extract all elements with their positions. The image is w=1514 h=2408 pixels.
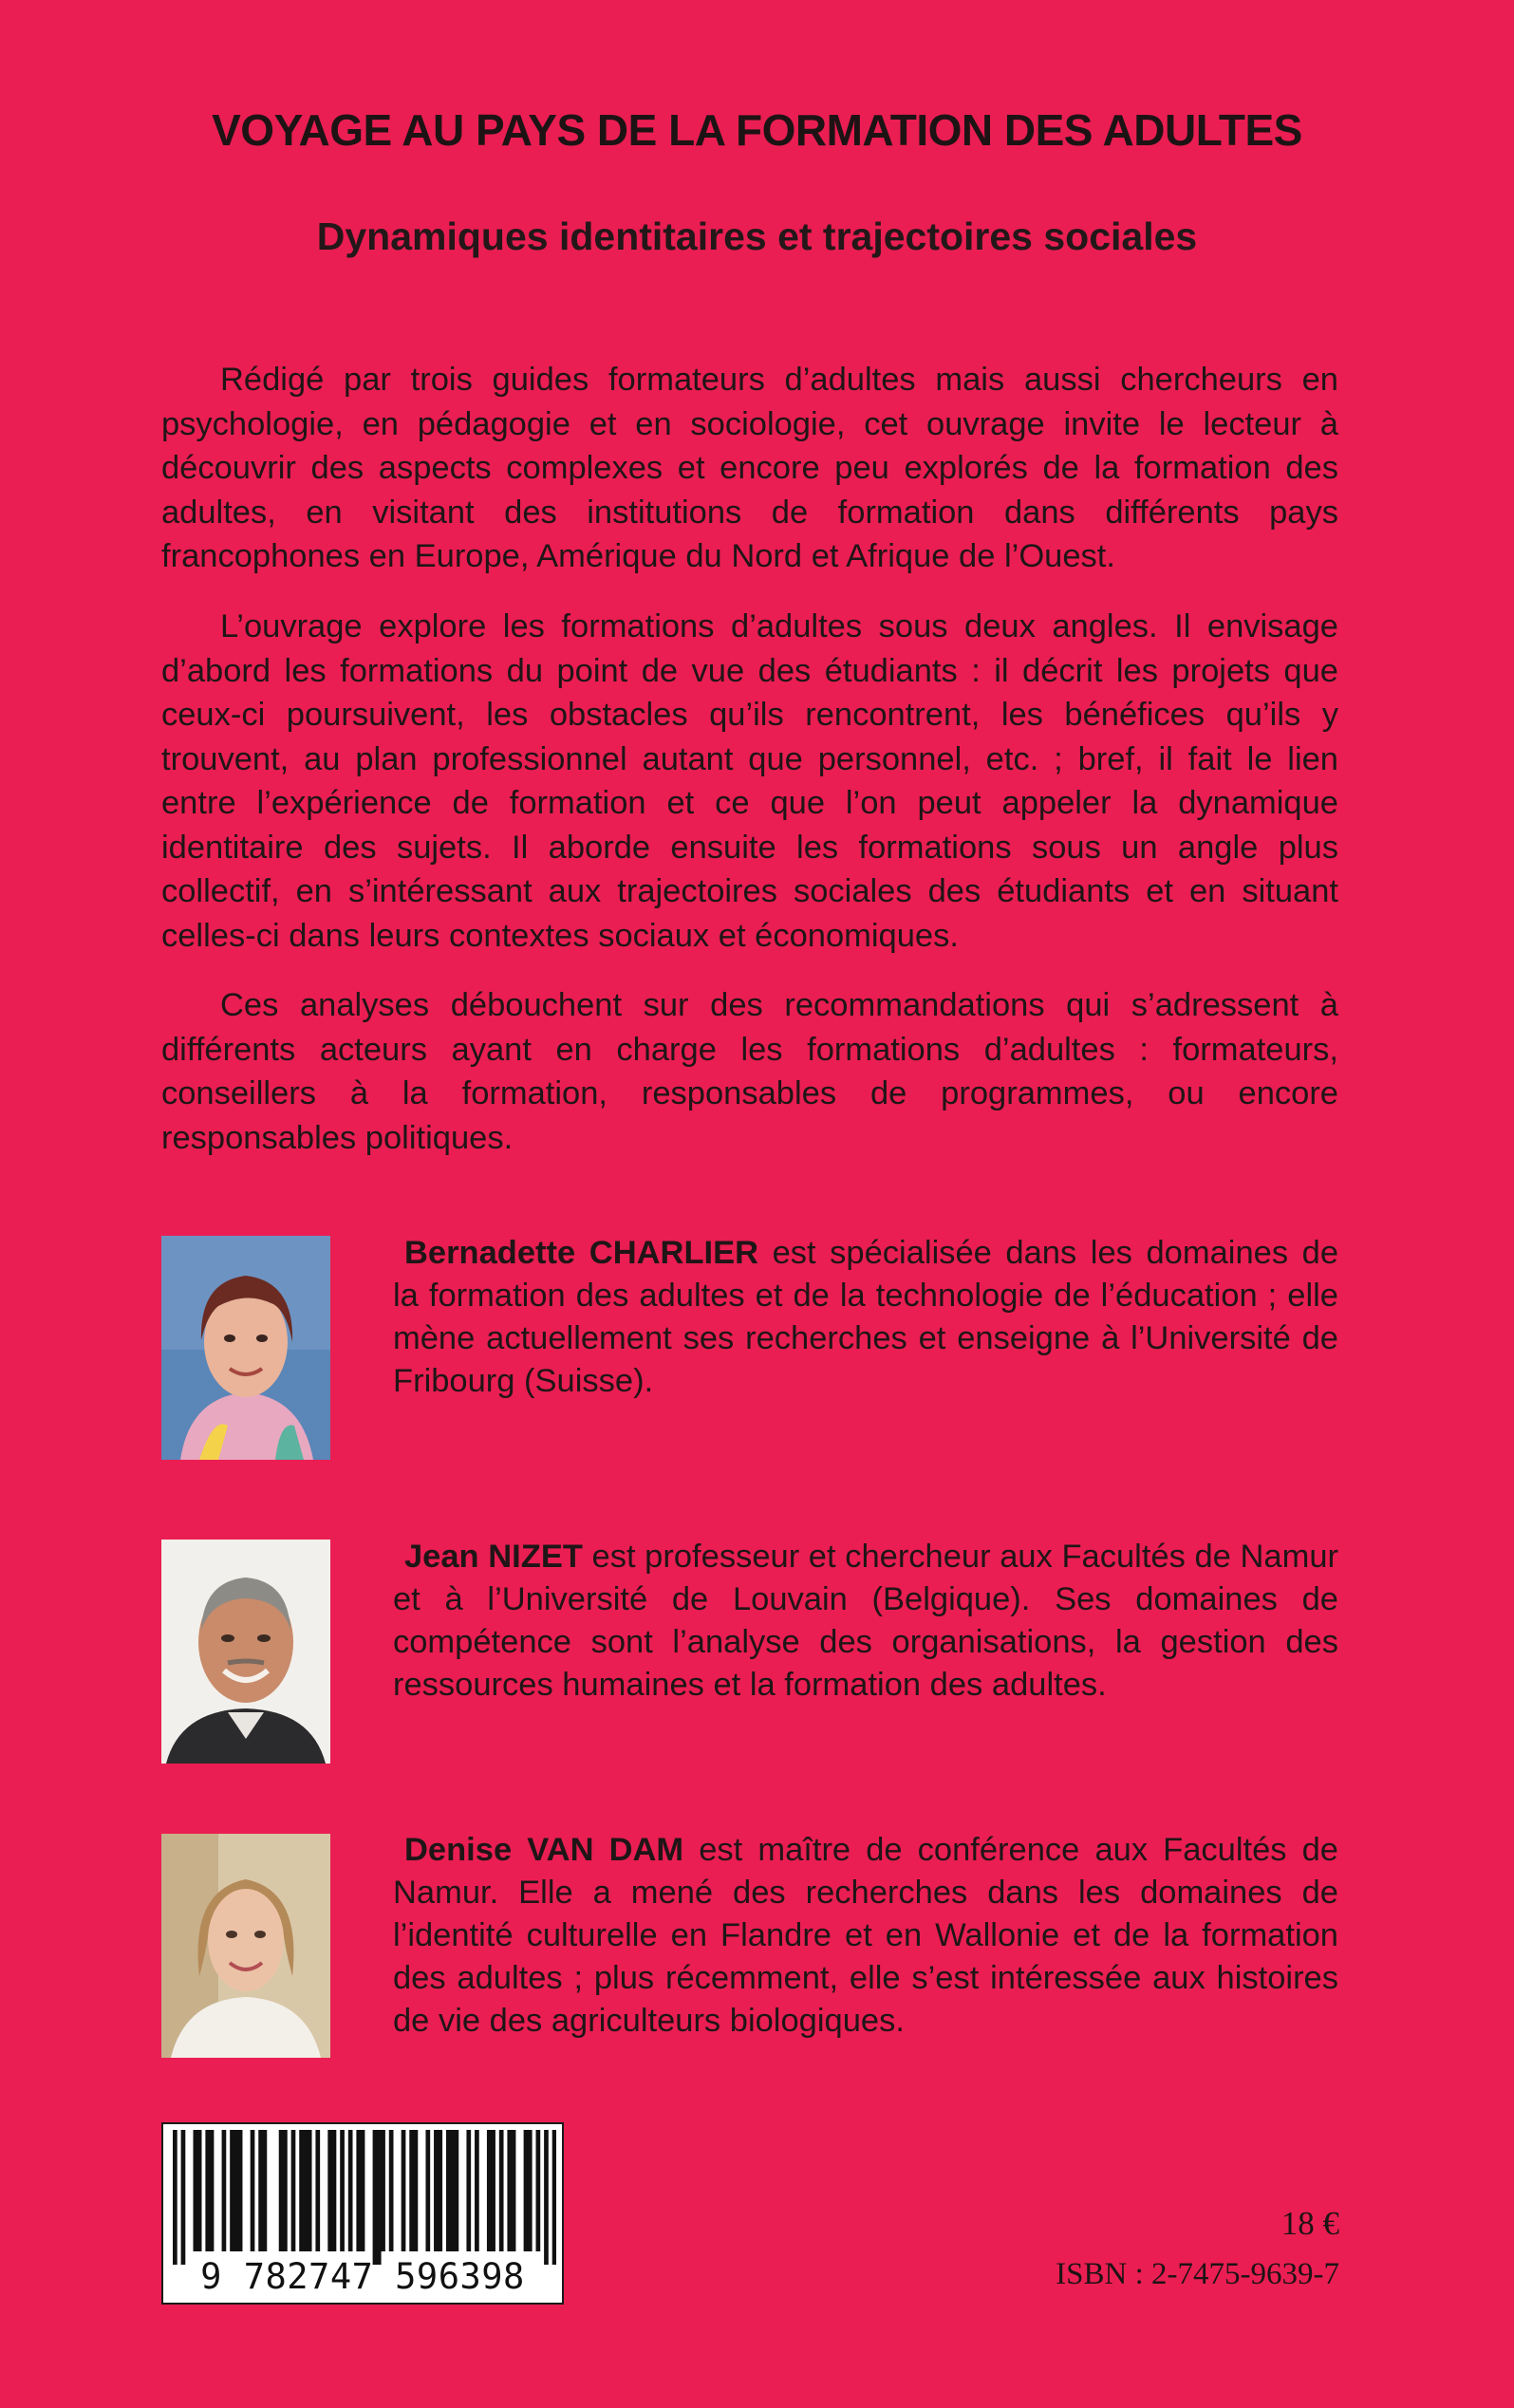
barcode-bar	[409, 2130, 414, 2251]
barcode-bar	[308, 2130, 312, 2251]
barcode-bar	[446, 2130, 451, 2251]
author-name: Jean NIZET	[404, 1539, 583, 1575]
author-photo-van-dam	[161, 1834, 330, 2058]
barcode-bars	[173, 2130, 556, 2265]
barcode-bar	[299, 2130, 304, 2251]
barcode-bar	[512, 2130, 516, 2251]
barcode-bar	[438, 2130, 442, 2251]
barcode-bar	[327, 2130, 332, 2251]
barcode-bar	[389, 2130, 394, 2251]
barcode-digits: 9 782747 596398	[200, 2256, 525, 2297]
barcode-bar	[402, 2130, 406, 2251]
barcode-bar	[315, 2130, 320, 2251]
barcode-bar	[544, 2130, 549, 2265]
author-name: Denise VAN DAM	[404, 1832, 684, 1868]
barcode-bar	[487, 2130, 492, 2251]
barcode-bar	[304, 2130, 308, 2251]
barcode-bar	[466, 2130, 471, 2251]
barcode-bar	[507, 2130, 512, 2251]
barcode-bar	[524, 2130, 529, 2251]
barcode-bar	[283, 2130, 288, 2251]
barcode-bar	[552, 2130, 556, 2265]
barcode-bar	[210, 2130, 215, 2251]
barcode-bar	[536, 2130, 541, 2251]
barcode-bar	[414, 2130, 419, 2251]
barcode-bar	[499, 2130, 504, 2251]
author-bio-text: est spécialisée dans les domaines de la formation des adultes et de la technologie de l’éducation ; elle mène actuellement ses recherches et enseigne à l’Université de Fribourg (Suisse).	[393, 1235, 1339, 1399]
blurb-paragraph-3: Ces analyses débouchent sur des recommandations qui s’adressent à différents acteurs ayant en charge les formations d’adultes : formateurs, conseillers à la formation, responsables de programmes, ou encore responsables politiques.	[161, 987, 1338, 1156]
barcode-bar	[279, 2130, 284, 2251]
barcode-bar	[528, 2130, 533, 2251]
author-bio-van-dam	[393, 1829, 1338, 2043]
barcode-bar	[332, 2130, 337, 2251]
barcode-bar	[291, 2130, 296, 2251]
barcode-bar	[238, 2130, 243, 2251]
barcode-bar	[234, 2130, 238, 2251]
blurb-paragraph-1: Rédigé par trois guides formateurs d’adultes mais aussi chercheurs en psychologie, en pédagogie et en sociologie, cet ouvrage invite le lecteur à découvrir des aspects complexes et encore peu explorés de la formation des adultes, en visitant des institutions de formation dans différents pays francophones en Europe, Amérique du Nord et Afrique de l’Ouest.	[161, 362, 1338, 574]
price: 18 €	[1280, 2205, 1339, 2242]
barcode-bar	[381, 2130, 385, 2251]
barcode-bar	[222, 2130, 227, 2251]
barcode-bar	[434, 2130, 439, 2251]
barcode-bar	[475, 2130, 479, 2251]
barcode-bar	[361, 2130, 365, 2251]
barcode-bar	[193, 2130, 197, 2251]
book-subtitle: Dynamiques identitaires et trajectoires sociales	[316, 215, 1198, 258]
author-bio-charlier	[393, 1232, 1338, 1403]
barcode-bar	[205, 2130, 210, 2251]
author-bio-nizet	[393, 1536, 1338, 1707]
barcode-bar	[173, 2130, 178, 2265]
barcode-bar	[373, 2130, 378, 2265]
author-photo-charlier	[161, 1236, 330, 1460]
isbn-number: ISBN : 2-7475-9639-7	[1056, 2257, 1339, 2291]
barcode-bar	[181, 2130, 186, 2265]
barcode-bar	[356, 2130, 361, 2251]
barcode-bar	[251, 2130, 255, 2251]
barcode-bar	[450, 2130, 455, 2251]
barcode-bar	[491, 2130, 495, 2251]
barcode-bar	[197, 2130, 202, 2251]
barcode-bar	[377, 2130, 382, 2265]
blurb-paragraph-2: L’ouvrage explore les formations d’adultes sous deux angles. Il envisage d’abord les formations du point de vue des étudiants : il décrit les projets que ceux-ci poursuivent, les obstacles qu’ils rencontrent, les bénéfices qu’ils y trouvent, au plan professionnel autant que personnel, etc. ; bref, il fait le lien entre l’expérience de formation et ce que l’on peut appeler la dynamique identitaire des sujets. Il aborde ensuite les formations sous un angle plus collectif, en s’intéressant aux trajectoires sociales des étudiants et en situant celles-ci dans leurs contextes sociaux et économiques.	[161, 608, 1338, 954]
isbn-barcode	[161, 2122, 564, 2305]
barcode-bar	[348, 2130, 353, 2251]
barcode-bar	[340, 2130, 345, 2251]
barcode-bar	[230, 2130, 234, 2251]
author-bio-text: est professeur et chercheur aux Facultés de Namur et à l’Université de Louvain (Belgique). Ses domaines de compétence sont l’analyse des organisations, la gestion des ressources humaines et la formation des adultes.	[393, 1539, 1338, 1703]
barcode-bar	[455, 2130, 459, 2251]
author-bio-text: est maître de conférence aux Facultés de Namur. Elle a mené des recherches dans les domaines de l’identité culturelle en Flandre et en Wallonie et de la formation des adultes ; plus récemment, elle s’est intéressée aux histoires de vie des agriculteurs biologiques.	[393, 1832, 1338, 2039]
author-name: Bernadette CHARLIER	[404, 1235, 759, 1271]
barcode-bar	[263, 2130, 268, 2251]
book-title: VOYAGE AU PAYS DE LA FORMATION DES ADULTES	[212, 105, 1302, 155]
barcode-bar	[258, 2130, 263, 2251]
author-photo-nizet	[161, 1540, 330, 1764]
barcode-bar	[425, 2130, 430, 2251]
